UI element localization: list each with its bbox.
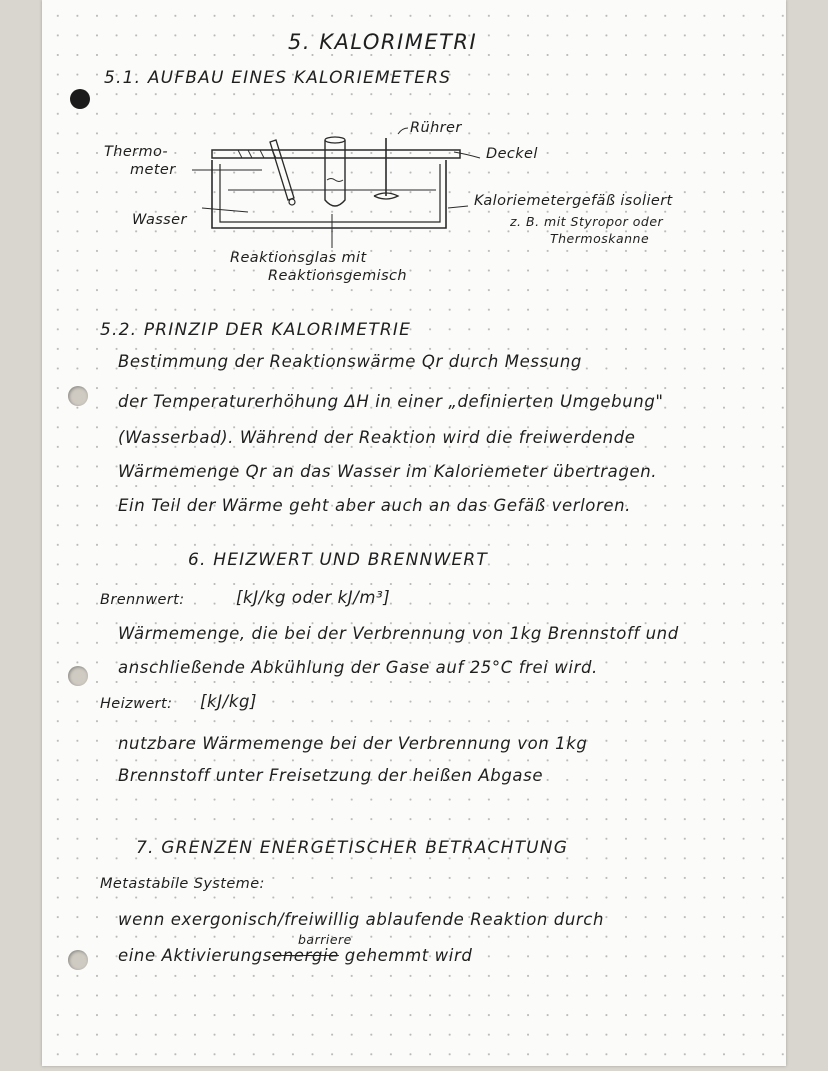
heizwert-unit: [kJ/kg] — [200, 692, 258, 711]
label-vessel-3: Thermoskanne — [550, 231, 650, 246]
brennwert-label: Brennwert: — [100, 592, 185, 608]
label-thermometer-2: meter — [130, 162, 176, 178]
notebook-page — [42, 0, 786, 1066]
brennwert-unit: [kJ/kg oder kJ/m³] — [236, 588, 391, 607]
punch-hole — [68, 386, 88, 406]
brennwert-line: anschließende Abkühlung der Gase auf 25°C frei wird. — [118, 658, 598, 677]
line-start: eine Aktivierungs — [118, 946, 272, 965]
section-7-title: 7. GRENZEN ENERGETISCHER BETRACHTUNG — [136, 838, 569, 858]
prinzip-line: Ein Teil der Wärme geht aber auch an das Gefäß verloren. — [118, 496, 632, 515]
label-tube-2: Reaktionsgemisch — [268, 268, 408, 284]
label-stirrer: Rührer — [410, 120, 462, 136]
label-vessel: Kaloriemetergefäß isoliert — [474, 193, 673, 209]
line-end: gehemmt wird — [338, 946, 473, 965]
label-thermometer: Thermo- — [104, 144, 168, 160]
heizwert-line: nutzbare Wärmemenge bei der Verbrennung von 1kg — [118, 734, 588, 753]
label-tube: Reaktionsglas mit — [230, 250, 367, 266]
section-5-title: 5. KALORIMETRI — [288, 30, 478, 54]
section-5-1-heading: 5.1. AUFBAU EINES KALORIEMETERS — [104, 68, 452, 88]
prinzip-line: Wärmemenge Qr an das Wasser im Kaloriemeter übertragen. — [118, 462, 658, 481]
punch-hole — [68, 950, 88, 970]
struck-word: energie — [271, 946, 339, 965]
punch-hole — [68, 666, 88, 686]
section-5-2-heading: 5.2. PRINZIP DER KALORIMETRIE — [100, 320, 412, 340]
label-lid: Deckel — [486, 146, 538, 162]
insertion-word: barriere — [298, 932, 352, 947]
metastable-label: Metastabile Systeme: — [100, 876, 265, 892]
metastable-line: wenn exergonisch/freiwillig ablaufende Reaktion durch — [118, 910, 605, 929]
prinzip-line: (Wasserbad). Während der Reaktion wird die freiwerdende — [118, 428, 636, 447]
brennwert-line: Wärmemenge, die bei der Verbrennung von 1kg Brennstoff und — [118, 624, 679, 643]
label-vessel-2: z. B. mit Styropor oder — [510, 214, 664, 229]
heizwert-line: Brennstoff unter Freisetzung der heißen Abgase — [118, 766, 544, 785]
prinzip-line: Bestimmung der Reaktionswärme Qr durch Messung — [118, 352, 582, 371]
section-6-title: 6. HEIZWERT UND BRENNWERT — [188, 550, 489, 570]
prinzip-line: der Temperaturerhöhung ΔH in einer „definierten Umgebung" — [118, 392, 664, 411]
metastable-line — [118, 946, 472, 965]
heizwert-label: Heizwert: — [100, 696, 173, 712]
label-water: Wasser — [132, 212, 187, 228]
